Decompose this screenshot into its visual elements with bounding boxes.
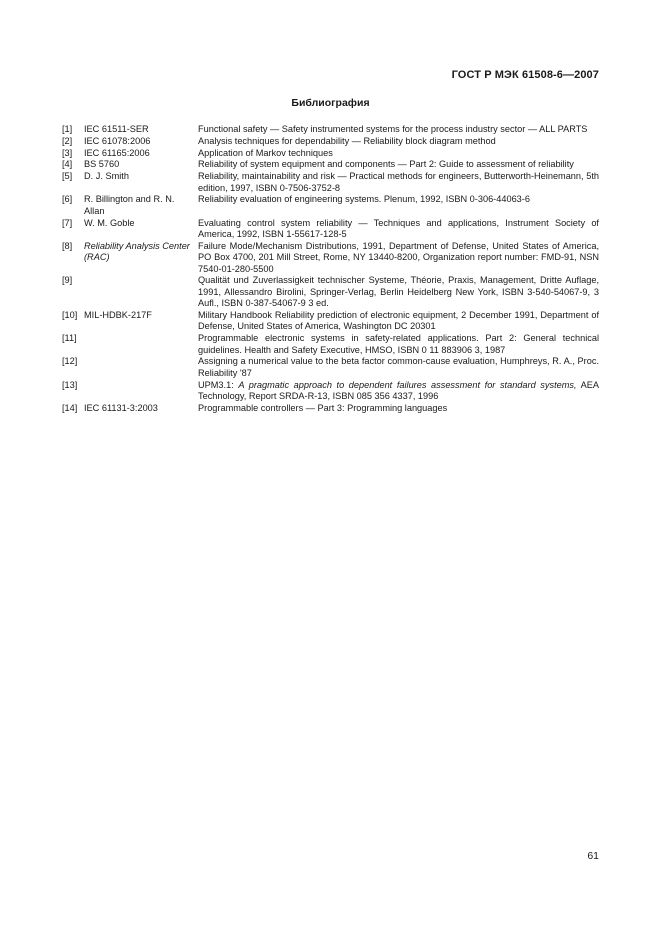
reference-number: [11] <box>62 333 77 344</box>
reference-number: [13] <box>62 379 78 390</box>
reference-number: [4] <box>62 159 73 170</box>
reference-entry <box>62 403 599 414</box>
reference-entry <box>62 218 599 241</box>
reference-number: [12] <box>62 356 78 367</box>
reference-description: Military Handbook Reliability prediction of electronic equipment, 2 December 1991, Department of Defense, United States of America, Washington DC 20301 <box>198 310 599 332</box>
reference-entry <box>62 148 599 159</box>
reference-description: Functional safety — Safety instrumented systems for the process industry sector — ALL PARTS <box>198 124 588 134</box>
reference-entry <box>62 194 599 217</box>
reference-source: IEC 61165:2006 <box>84 147 150 158</box>
reference-number: [3] <box>62 147 73 158</box>
reference-description: Reliability evaluation of engineering systems. Plenum, 1992, ISBN 0-306-44063-6 <box>198 194 530 205</box>
reference-entry <box>62 356 599 379</box>
reference-number: [10] <box>62 310 78 321</box>
reference-source: IEC 61078:2006 <box>84 135 151 146</box>
reference-description: Programmable electronic systems in safety-related applications. Part 2: General technical guidelines. Health and Safety Executive, HMSO, ISBN 0 11 883906 3, 1987 <box>198 333 599 355</box>
reference-entry <box>62 159 599 170</box>
reference-number: [6] <box>62 194 73 205</box>
reference-entry <box>62 333 599 356</box>
reference-description: Reliability of system equipment and components — Part 2: Guide to assessment of reliability <box>198 159 574 170</box>
reference-source: W. M. Goble <box>84 217 135 228</box>
reference-description: Programmable controllers — Part 3: Programming languages <box>198 402 448 413</box>
reference-number: [7] <box>62 217 73 228</box>
reference-description: Failure Mode/Mechanism Distributions, 1991, Department of Defense, United States of America, PO Box 4700, 201 Mill Street, Rome, NY 13440-8200, Organization report number: FMD-91, NSN 7540-01-280-5500 <box>198 240 599 274</box>
document-code: ГОСТ Р МЭК 61508-6—2007 <box>451 69 599 81</box>
reference-source: IEC 61131-3:2003 <box>84 402 158 413</box>
reference-description: Application of Markov techniques <box>198 147 333 158</box>
page-number: 61 <box>587 850 599 862</box>
reference-entry <box>62 241 599 275</box>
reference-source: BS 5760 <box>84 159 120 170</box>
section-title: Библиография <box>291 97 370 109</box>
reference-entry <box>62 310 599 333</box>
reference-number: [5] <box>62 171 73 182</box>
reference-entry <box>62 171 599 194</box>
reference-source: MIL-HDBK-217F <box>84 310 152 321</box>
reference-description: Assigning a numerical value to the beta factor common-cause evaluation, Humphreys, R. A., Proc. Reliability '87 <box>198 356 599 378</box>
reference-number: [8] <box>62 240 73 251</box>
reference-source: Reliability Analysis Center (RAC) <box>84 240 190 263</box>
reference-number: [1] <box>62 124 73 134</box>
reference-description: Reliability, maintainability and risk — Practical methods for engineers, Butterworth-Heinemann, 5th edition, 1997, ISBN 0-7506-3752-8 <box>198 171 599 193</box>
reference-source: R. Billington and R. N. Allan <box>84 194 175 216</box>
reference-number: [2] <box>62 135 73 146</box>
reference-entry <box>62 124 599 135</box>
reference-entry <box>62 380 599 403</box>
reference-description: Analysis techniques for dependability — Reliability block diagram method <box>198 135 496 146</box>
reference-number: [14] <box>62 402 78 413</box>
reference-source: D. J. Smith <box>84 171 129 182</box>
reference-entry <box>62 275 599 309</box>
reference-description: Qualität und Zuverlassigkeit technischer Systeme, Théorie, Praxis, Management, Dritte Auflage, 1991, Allessandro Birolini, Springer-Verlag, Berlin Heidelberg New York, ISBN 3-540-54067-9, 3 Aufl., ISBN 0-387-54067-9 3 ed. <box>198 275 599 309</box>
reference-number: [9] <box>62 275 73 286</box>
reference-description: UPM3.1: A pragmatic approach to dependent failures assessment for standard systems, AEA Technology, Report SRDA-R-13, ISBN 085 356 4337, 1996 <box>198 379 600 402</box>
reference-entry <box>62 136 599 147</box>
bibliography-list <box>62 124 599 415</box>
reference-description: Evaluating control system reliability — Techniques and applications, Instrument Society of America, 1992, ISBN 1-55617-128-5 <box>198 217 599 239</box>
reference-source: IEC 61511-SER <box>84 124 149 134</box>
